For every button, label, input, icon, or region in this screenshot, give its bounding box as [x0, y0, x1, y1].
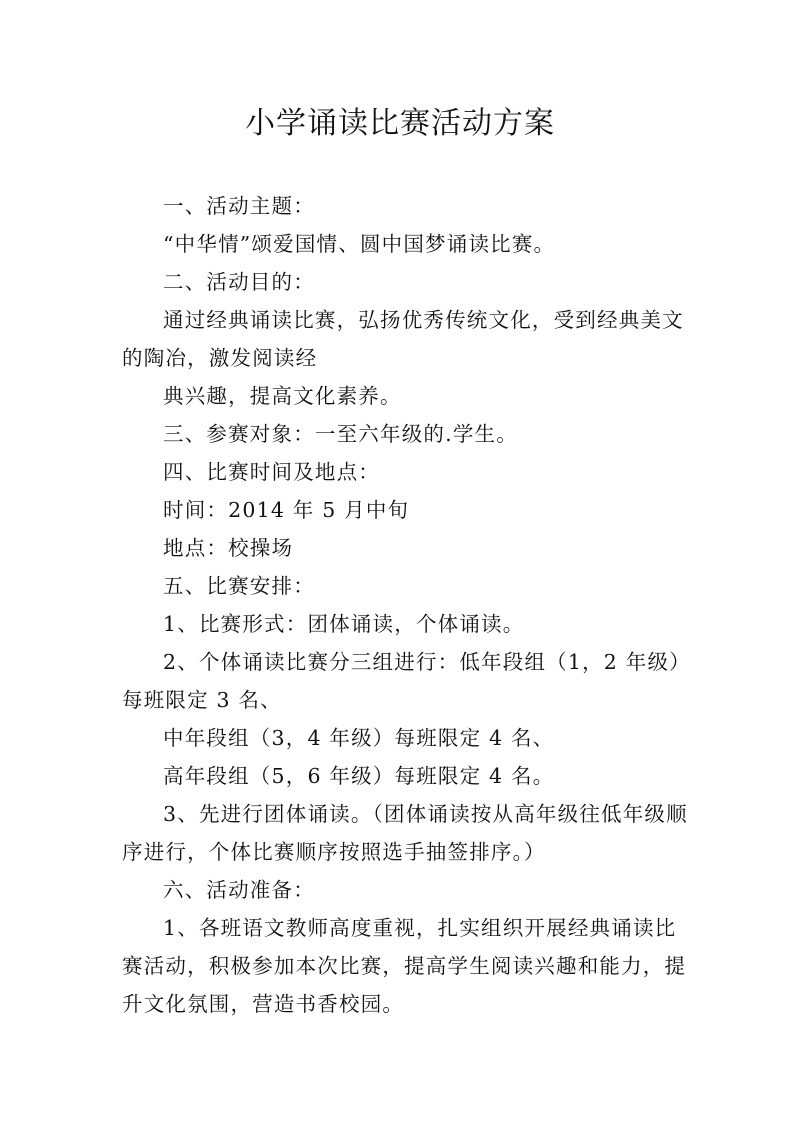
- paragraph-line: 1、各班语文教师高度重视，扎实组织开展经典诵读比: [163, 916, 677, 940]
- paragraph-line: 通过经典诵读比赛，弘扬优秀传统文化，受到经典美文: [163, 308, 684, 332]
- paragraph-line: 3、先进行团体诵读。（团体诵读按从高年级往低年级顺: [163, 802, 688, 826]
- paragraph-line: 升文化氛围，营造书香校园。: [122, 992, 405, 1016]
- paragraph-line: 时间：2014 年 5 月中旬: [163, 498, 410, 522]
- paragraph-line: 2、个体诵读比赛分三组进行：低年段组（1，2 年级）: [163, 650, 691, 674]
- section-heading-arrangement: 五、比赛安排：: [163, 574, 315, 598]
- paragraph-line: 序进行，个体比赛顺序按照选手抽签排序。）: [122, 840, 546, 864]
- paragraph-line: 中年段组（3，4 年级）每班限定 4 名、: [163, 726, 555, 750]
- paragraph-line: 典兴趣，提高文化素养。: [163, 384, 402, 408]
- paragraph-line: 赛活动，积极参加本次比赛，提高学生阅读兴趣和能力，提: [122, 954, 687, 978]
- section-heading-purpose: 二、活动目的：: [163, 270, 315, 294]
- section-heading-preparation: 六、活动准备：: [163, 878, 315, 902]
- paragraph-line: 每班限定 3 名、: [122, 688, 282, 712]
- section-heading-time-place: 四、比赛时间及地点：: [163, 460, 380, 484]
- paragraph-line: “中华情”颂爱国情、圆中国梦诵读比赛。: [163, 232, 556, 256]
- paragraph-line: 的陶冶，激发阅读经: [122, 346, 318, 370]
- paragraph-line: 高年段组（5，6 年级）每班限定 4 名。: [163, 764, 555, 788]
- section-heading-theme: 一、活动主题：: [163, 194, 315, 218]
- paragraph-line: 地点：校操场: [163, 536, 294, 560]
- section-heading-participants: 三、参赛对象：一至六年级的.学生。: [163, 422, 518, 446]
- paragraph-line: 1、比赛形式：团体诵读，个体诵读。: [163, 612, 525, 636]
- document-title: 小学诵读比赛活动方案: [245, 106, 555, 141]
